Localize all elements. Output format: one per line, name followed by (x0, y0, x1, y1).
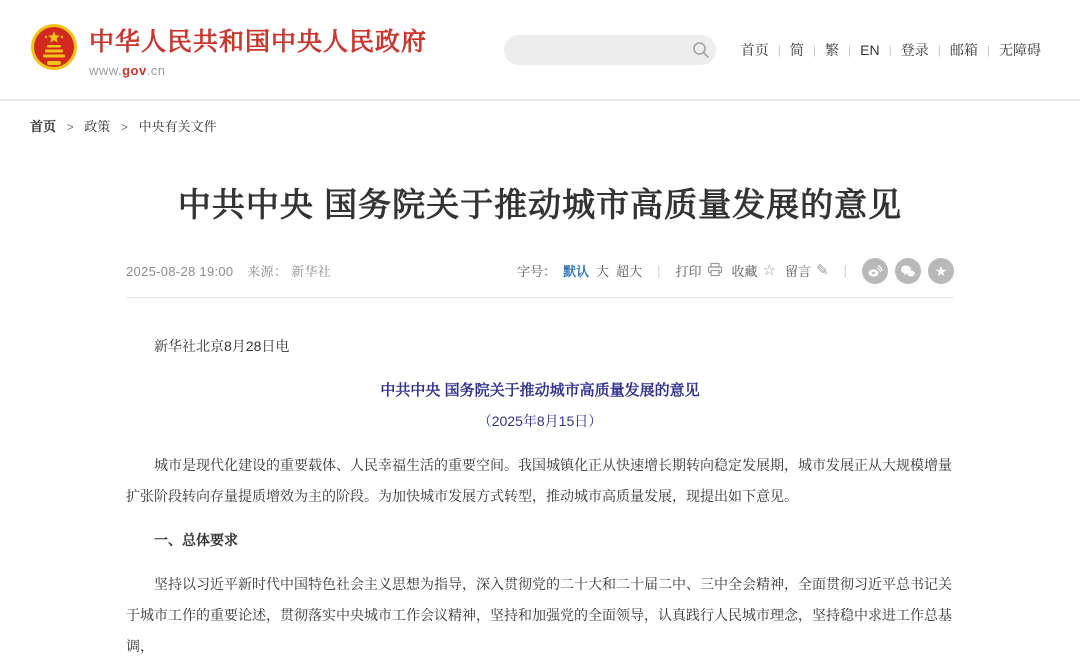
weibo-share-icon[interactable] (862, 258, 888, 284)
font-size-default[interactable]: 默认 (563, 264, 590, 280)
nav-separator: | (937, 42, 941, 57)
breadcrumb (0, 101, 1080, 145)
site-url: www.gov.cn (89, 62, 166, 78)
nav-separator: | (986, 42, 990, 57)
pencil-icon: ✎ (816, 262, 829, 280)
nav-separator: | (848, 42, 852, 57)
article-page (126, 185, 954, 662)
nav-traditional[interactable]: 繁 (825, 41, 840, 58)
site-title: 中华人民共和国中央人民政府 (89, 27, 428, 56)
search-icon[interactable] (692, 41, 710, 59)
site-header (0, 0, 1080, 101)
nav-home[interactable]: 首页 (740, 41, 769, 58)
font-size-label: 字号： (517, 264, 557, 280)
source-label: 来源： (247, 264, 288, 280)
toolbar-separator: | (843, 263, 847, 279)
page-title: 中共中央 国务院关于推动城市高质量发展的意见 (177, 186, 903, 223)
comment-button[interactable]: 留言 ✎ (785, 262, 829, 280)
breadcrumb-separator: > (120, 120, 128, 134)
font-size-large[interactable]: 大 (596, 264, 610, 280)
toolbar-separator: | (657, 263, 661, 279)
paragraph: 坚持以习近平新时代中国特色社会主义思想为指导，深入贯彻党的二十大和二十届二中、三中全会精神，全面贯彻习近平总书记关于城市工作的重要论述，贯彻落实中央城市工作会议精神，坚持和加强党的全面领导，认真践行人民城市理念，坚持稳中求进工作总基调， (126, 575, 952, 654)
search-box (504, 35, 716, 65)
meta-divider (126, 297, 954, 298)
top-nav (732, 40, 1050, 60)
article-body (126, 331, 954, 662)
nav-simplified[interactable]: 简 (789, 41, 804, 58)
publish-datetime: 2025-08-28 19:00 (126, 264, 234, 280)
breadcrumb-home[interactable]: 首页 (30, 119, 57, 134)
share-buttons (862, 258, 954, 284)
breadcrumb-policy[interactable]: 政策 (84, 119, 111, 134)
favorite-button[interactable]: 收藏 ☆ (731, 262, 777, 280)
nav-english[interactable]: EN (860, 41, 880, 58)
nav-separator: | (777, 42, 781, 57)
nav-separator: | (888, 42, 892, 57)
section-heading: 一、总体要求 (154, 531, 238, 548)
document-date: （2025年8月15日） (477, 412, 603, 429)
document-title: 中共中央 国务院关于推动城市高质量发展的意见 (380, 381, 700, 399)
qzone-share-icon[interactable]: ★ (928, 258, 954, 284)
nav-accessibility[interactable]: 无障碍 (999, 41, 1041, 58)
article-date-source (126, 261, 331, 280)
nav-login[interactable]: 登录 (900, 41, 929, 58)
wechat-share-icon[interactable] (895, 258, 921, 284)
breadcrumb-current: 中央有关文件 (138, 119, 217, 134)
brand-link[interactable] (30, 20, 427, 79)
article-meta-bar (126, 258, 954, 284)
search-input[interactable] (516, 42, 692, 57)
paragraph: 城市是现代化建设的重要载体、人民幸福生活的重要空间。我国城镇化正从快速增长期转向稳定发展期，城市发展正从大规模增量扩张阶段转向存量提质增效为主的阶段。为加快城市发展方式转型，推动城市高质量发展，现提出如下意见。 (126, 456, 952, 504)
nav-mail[interactable]: 邮箱 (949, 41, 978, 58)
source-name[interactable]: 新华社 (291, 264, 332, 280)
font-size-xlarge[interactable]: 超大 (616, 264, 643, 280)
star-icon: ☆ (762, 262, 777, 280)
font-size-control (517, 261, 642, 280)
national-emblem-icon (30, 20, 78, 79)
printer-icon (707, 262, 723, 280)
dateline: 新华社北京8月28日电 (154, 337, 290, 354)
print-button[interactable]: 打印 (676, 261, 723, 280)
breadcrumb-separator: > (66, 120, 74, 134)
nav-separator: | (812, 42, 817, 57)
